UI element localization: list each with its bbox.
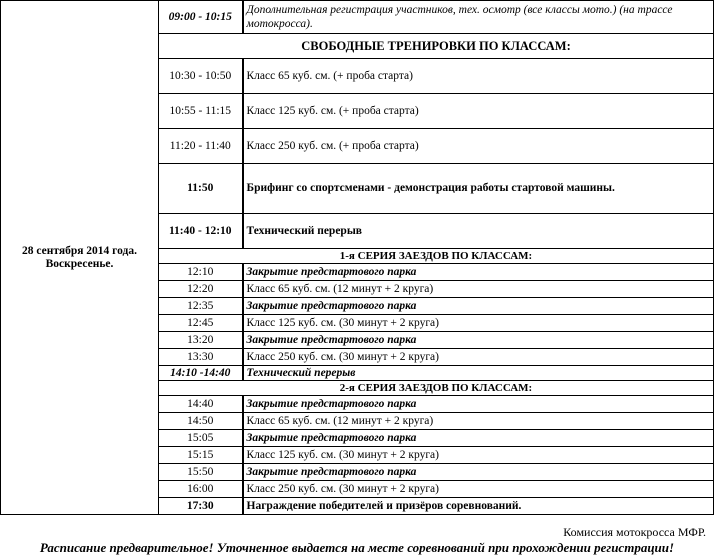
description-cell: Класс 250 куб. см. (30 минут + 2 круга) — [243, 349, 714, 366]
time-cell: 12:35 — [159, 298, 243, 315]
time-cell: 11:50 — [159, 164, 243, 214]
time-cell: 17:30 — [159, 498, 243, 515]
description-cell: Закрытие предстартового парка — [243, 396, 714, 413]
time-cell: 12:20 — [159, 281, 243, 298]
time-cell: 15:15 — [159, 447, 243, 464]
time-cell: 12:10 — [159, 264, 243, 281]
time-cell: 11:20 - 11:40 — [159, 129, 243, 164]
description-cell: Класс 125 куб. см. (30 минут + 2 круга) — [243, 315, 714, 332]
time-cell: 15:50 — [159, 464, 243, 481]
section-header: 1-я СЕРИЯ ЗАЕЗДОВ ПО КЛАССАМ: — [159, 249, 714, 264]
description-cell: Закрытие предстартового парка — [243, 298, 714, 315]
commission-signature: Комиссия мотокросса МФР. — [563, 525, 706, 539]
description-cell: Брифинг со спортсменами - демонстрация работы стартовой машины. — [243, 164, 714, 214]
description-cell: Технический перерыв — [243, 214, 714, 249]
description-cell: Награждение победителей и призёров соревнований. — [243, 498, 714, 515]
preliminary-note: Расписание предварительное! Уточненное выдается на месте соревнований при прохождении регистрации! — [39, 540, 675, 555]
event-date — [1, 1, 159, 515]
schedule-row — [1, 1, 714, 34]
description-cell: Дополнительная регистрация участников, тех. осмотр (все классы мото.) (на трассе мотокросса). — [243, 1, 714, 34]
section-header: 2-я СЕРИЯ ЗАЕЗДОВ ПО КЛАССАМ: — [159, 381, 714, 396]
description-cell: Класс 250 куб. см. (30 минут + 2 круга) — [243, 481, 714, 498]
description-cell: Класс 65 куб. см. (+ проба старта) — [243, 59, 714, 94]
time-cell: 14:10 -14:40 — [159, 366, 243, 381]
description-cell: Класс 125 куб. см. (30 минут + 2 круга) — [243, 447, 714, 464]
description-cell: Технический перерыв — [243, 366, 714, 381]
time-cell: 15:05 — [159, 430, 243, 447]
time-cell: 14:50 — [159, 413, 243, 430]
time-cell: 11:40 - 12:10 — [159, 214, 243, 249]
description-cell: Класс 250 куб. см. (+ проба старта) — [243, 129, 714, 164]
description-cell: Закрытие предстартового парка — [243, 264, 714, 281]
time-cell: 14:40 — [159, 396, 243, 413]
time-cell: 13:30 — [159, 349, 243, 366]
description-cell: Класс 125 куб. см. (+ проба старта) — [243, 94, 714, 129]
time-cell: 12:45 — [159, 315, 243, 332]
time-cell: 16:00 — [159, 481, 243, 498]
description-cell: Класс 65 куб. см. (12 минут + 2 круга) — [243, 281, 714, 298]
description-cell: Закрытие предстартового парка — [243, 464, 714, 481]
section-header: СВОБОДНЫЕ ТРЕНИРОВКИ ПО КЛАССАМ: — [159, 34, 714, 59]
event-date-line2: Воскресенье. — [45, 257, 114, 270]
description-cell: Класс 65 куб. см. (12 минут + 2 круга) — [243, 413, 714, 430]
time-cell: 13:20 — [159, 332, 243, 349]
description-cell: Закрытие предстартового парка — [243, 332, 714, 349]
event-date-line1: 28 сентября 2014 года. — [22, 244, 137, 257]
time-cell: 10:55 - 11:15 — [159, 94, 243, 129]
description-cell: Закрытие предстартового парка — [243, 430, 714, 447]
time-cell: 09:00 - 10:15 — [159, 1, 243, 34]
time-cell: 10:30 - 10:50 — [159, 59, 243, 94]
